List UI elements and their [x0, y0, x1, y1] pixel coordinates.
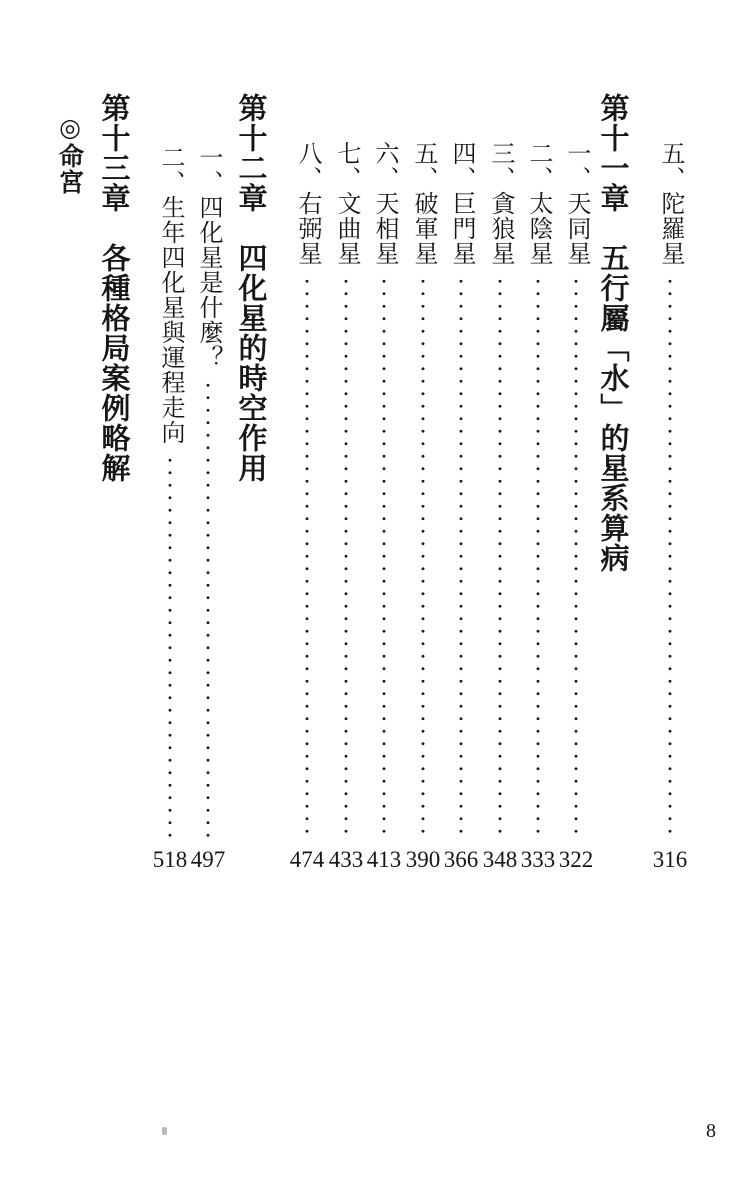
- page-ref: 322: [558, 847, 594, 872]
- dot-leader: [498, 275, 502, 841]
- page-ref: 316: [652, 847, 688, 872]
- page-ref: 497: [190, 847, 226, 872]
- chapter-heading-column: [231, 93, 269, 483]
- dot-leader: [382, 275, 386, 841]
- chapter-title: 第十三章 各種格局案例略解: [97, 93, 130, 483]
- toc-column: [481, 141, 519, 873]
- toc-item-label: 二、生年四化星與運程走向: [157, 145, 183, 445]
- toc-column: [288, 141, 326, 873]
- toc-column: [151, 145, 189, 873]
- toc-column: [189, 145, 227, 873]
- dot-leader: [668, 275, 672, 841]
- dot-leader: [459, 275, 463, 841]
- chapter-heading-column: [593, 93, 631, 573]
- toc-column: [365, 141, 403, 873]
- toc-item-label: 二、太陰星: [525, 141, 551, 266]
- toc-column: [404, 141, 442, 873]
- toc-column: [519, 141, 557, 873]
- page-ref: 348: [482, 847, 518, 872]
- toc-item-label: 一、四化星是什麼？: [195, 145, 221, 370]
- page-ref: 413: [366, 847, 402, 872]
- dot-leader: [421, 275, 425, 841]
- scan-artifact: [162, 1127, 167, 1135]
- dot-leader: [536, 275, 540, 841]
- page-ref: 333: [520, 847, 556, 872]
- dot-leader: [574, 275, 578, 841]
- page-ref: 390: [405, 847, 441, 872]
- toc-column: [651, 141, 689, 873]
- dot-leader: [305, 275, 309, 841]
- dot-leader: [168, 454, 172, 841]
- page-ref: 518: [152, 847, 188, 872]
- toc-subentry-label: ◎命宮: [55, 113, 83, 195]
- toc-item-label: 八、右弼星: [294, 141, 320, 266]
- toc-item-label: 一、天同星: [563, 141, 589, 266]
- toc-column: [557, 141, 595, 873]
- toc-item-label: 七、文曲星: [333, 141, 359, 266]
- page-ref: 433: [328, 847, 364, 872]
- page-ref: 474: [289, 847, 325, 872]
- toc-subentry-column: [50, 113, 88, 195]
- chapter-title: 第十二章 四化星的時空作用: [234, 93, 267, 483]
- toc-column: [327, 141, 365, 873]
- dot-leader: [206, 379, 210, 841]
- toc-item-label: 五、破軍星: [410, 141, 436, 266]
- chapter-heading-column: [94, 93, 132, 483]
- toc-item-label: 四、巨門星: [448, 141, 474, 266]
- dot-leader: [344, 275, 348, 841]
- folio-page-number: 8: [706, 1120, 716, 1142]
- toc-item-label: 三、貪狼星: [487, 141, 513, 266]
- toc-column: [442, 141, 480, 873]
- chapter-title: 第十一章 五行屬「水」的星系算病: [596, 93, 629, 573]
- toc-item-label: 五、陀羅星: [657, 141, 683, 266]
- toc-item-label: 六、天相星: [371, 141, 397, 266]
- page-ref: 366: [443, 847, 479, 872]
